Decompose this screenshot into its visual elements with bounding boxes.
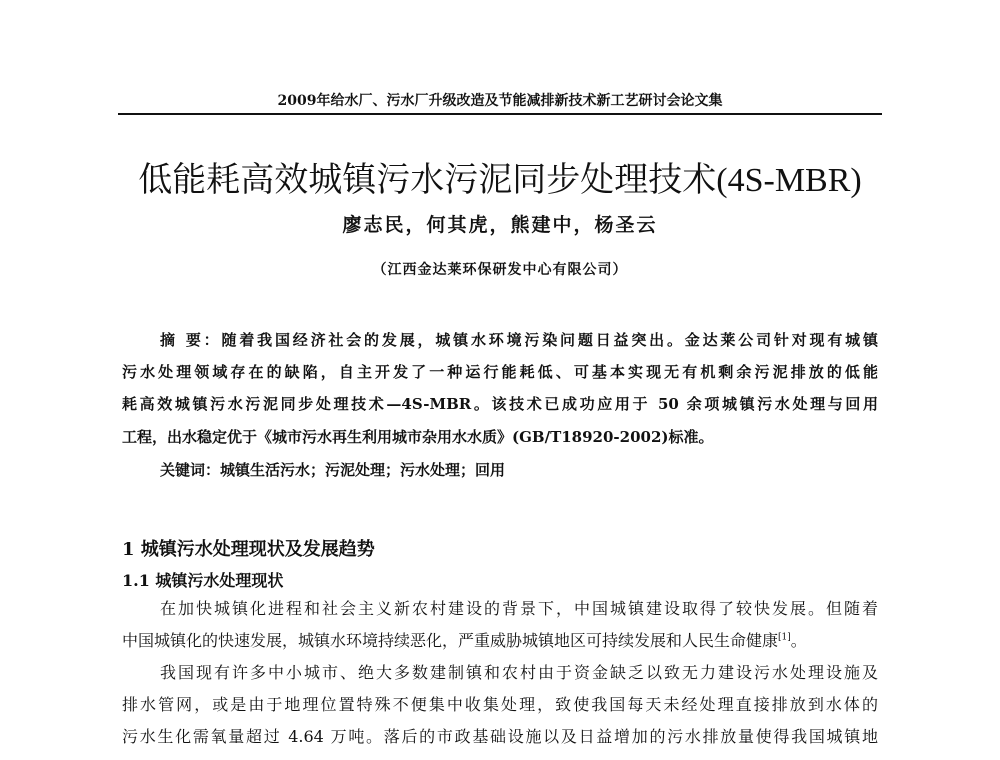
keywords-text: 城镇生活污水；污泥处理；污水处理；回用 [220, 461, 506, 479]
paragraph-line: 污水生化需氧量超过 4.64 万吨。落后的市政基础设施以及日益增加的污水排放量使得我国城镇地 [122, 727, 878, 746]
citation: [1] [778, 632, 791, 643]
abstract-text: 随着我国经济社会的发展，城镇水环境污染问题日益突出。金达莱公司针对现有城镇 [221, 331, 878, 349]
paragraph-line [122, 631, 878, 651]
keywords-line [160, 460, 878, 480]
paragraph-line: 排水管网，或是由于地理位置特殊不便集中收集处理，致使我国每天未经处理直接排放到水体的 [122, 695, 878, 714]
abstract-line: 工程，出水稳定优于《城市污水再生利用城市杂用水水质》(GB/T18920-2002)标准。 [122, 428, 714, 446]
affiliation: （江西金达莱环保研发中心有限公司） [372, 262, 628, 278]
paper-title: 低能耗高效城镇污水污泥同步处理技术(4S-MBR) [138, 162, 862, 199]
section-heading: 1 城镇污水处理现状及发展趋势 [122, 539, 375, 560]
abstract-line: 污水处理领域存在的缺陷，自主开发了一种运行能耗低、可基本实现无有机剩余污泥排放的低能 [122, 363, 878, 381]
authors: 廖志民，何其虎，熊建中，杨圣云 [342, 214, 658, 236]
paragraph-line: 我国现有许多中小城市、绝大多数建制镇和农村由于资金缺乏以致无力建设污水处理设施及 [160, 663, 878, 682]
header-rule [118, 113, 882, 115]
paragraph-text: 。 [790, 631, 807, 650]
running-header: 2009年给水厂、污水厂升级改造及节能减排新技术新工艺研讨会论文集 [277, 93, 723, 109]
paragraph-text: 中国城镇化的快速发展，城镇水环境持续恶化，严重威胁城镇地区可持续发展和人民生命健康 [122, 631, 779, 650]
abstract-label: 摘 要： [160, 331, 222, 349]
keywords-label: 关键词： [160, 461, 221, 479]
abstract-line: 耗高效城镇污水污泥同步处理技术—4S-MBR。该技术已成功应用于 50 余项城镇污水处理与回用 [122, 395, 878, 413]
subsection-heading: 1.1 城镇污水处理现状 [122, 571, 284, 590]
paragraph-line: 在加快城镇化进程和社会主义新农村建设的背景下，中国城镇建设取得了较快发展。但随着 [160, 599, 878, 618]
abstract-line [160, 330, 878, 350]
